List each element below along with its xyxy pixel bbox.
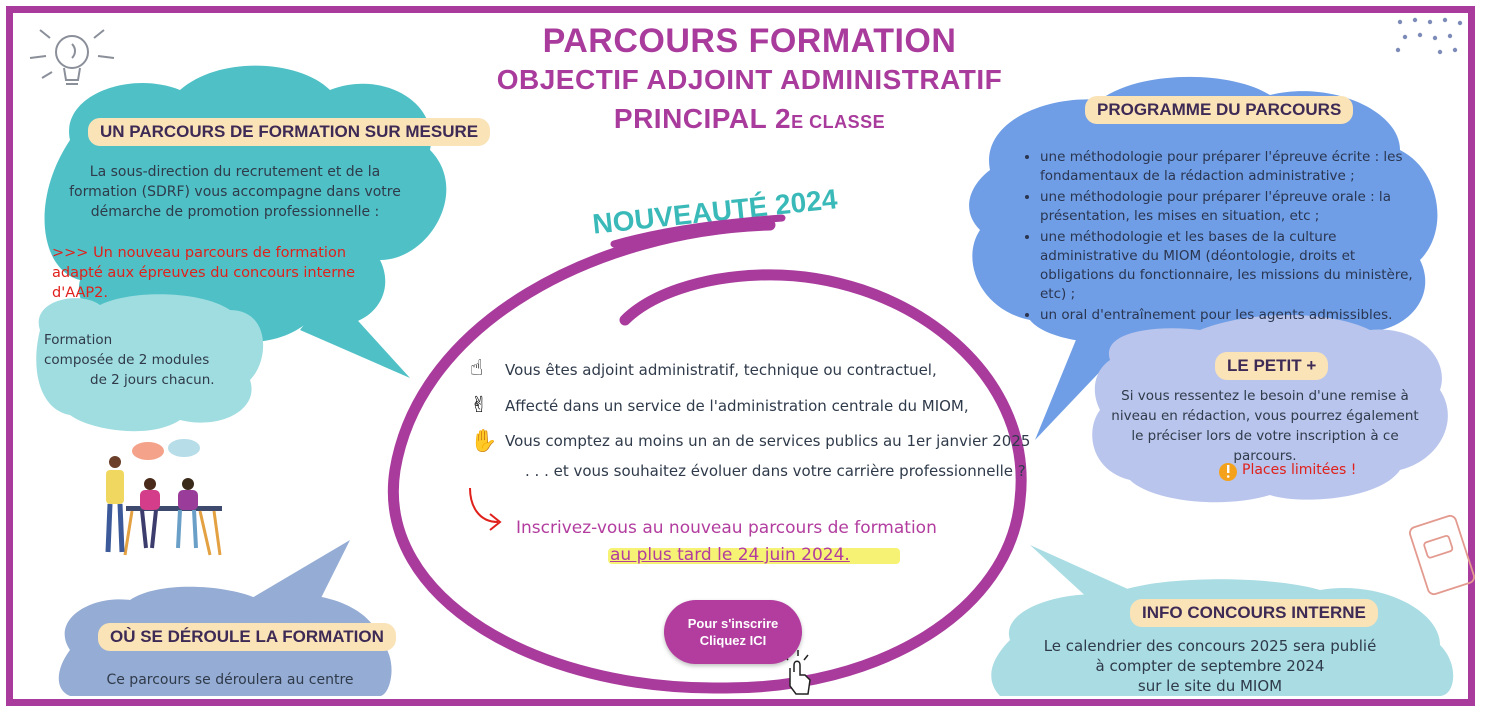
condition-2: Affecté dans un service de l'administration centrale du MIOM,	[505, 397, 969, 415]
petit-plus-description: Si vous ressentez le besoin d'une remise à niveau en rédaction, vous pourrez également le préciser lors de votre inscription à ce parcours.	[1111, 388, 1419, 464]
lieu-description: Ce parcours se déroulera au centre	[106, 672, 354, 688]
condition-1: Vous êtes adjoint administratif, technique ou contractuel,	[505, 361, 937, 379]
parcours-description: La sous-direction du recrutement et de la formation (SDRF) vous accompagne dans votre démarche de promotion professionnelle :	[69, 164, 401, 220]
formation-line-3: de 2 jours chacun.	[90, 372, 215, 388]
cta-line-1: Inscrivez-vous au nouveau parcours de formation	[516, 518, 937, 538]
label-info-concours: INFO CONCOURS INTERNE	[1130, 599, 1378, 627]
notebook-icon	[1408, 514, 1475, 595]
highlight-prefix: >>>	[52, 245, 89, 261]
label-petit-plus: LE PETIT +	[1215, 352, 1328, 380]
label-parcours-sur-mesure: UN PARCOURS DE FORMATION SUR MESURE	[88, 118, 490, 146]
programme-item: • une méthodologie pour préparer l'épreuve orale : la présentation, les mises en situation, etc ;	[1040, 188, 1422, 226]
title-line-3-main: PRINCIPAL 2	[613, 103, 792, 134]
register-button-line-2: Cliquez ICI	[699, 633, 767, 648]
title-line-3-small: E CLASSE	[791, 112, 886, 132]
hand-one-icon: ☝	[470, 356, 484, 381]
hand-two-icon: ✌	[470, 393, 489, 418]
nouveaute-underline	[610, 210, 790, 250]
info-line-1: Le calendrier des concours 2025 sera publié	[1043, 637, 1377, 655]
hand-three-icon: ✋	[470, 429, 498, 454]
title-line-1: PARCOURS FORMATION	[542, 22, 957, 60]
condition-4: . . . et vous souhaitez évoluer dans votre carrière professionnelle ?	[525, 462, 1026, 480]
register-button-line-1: Pour s'inscrire	[687, 616, 779, 631]
formation-line-2: composée de 2 modules	[44, 352, 210, 368]
register-button[interactable]	[664, 600, 802, 664]
red-arrow-icon	[470, 488, 500, 530]
nouveaute-banner: NOUVEAUTÉ 2024	[591, 183, 839, 240]
programme-list	[1022, 148, 1422, 327]
condition-3: Vous comptez au moins un an de services publics au 1er janvier 2025	[505, 432, 1031, 450]
programme-item: • une méthodologie pour préparer l'épreuve écrite : les fondamentaux de la rédaction administrative ;	[1040, 148, 1422, 186]
info-line-3: sur le site du MIOM	[1137, 677, 1283, 695]
programme-item: • un oral d'entraînement pour les agents admissibles.	[1040, 306, 1422, 325]
places-limitees: Places limitées !	[1242, 462, 1357, 478]
info-line-2: à compter de septembre 2024	[1095, 657, 1325, 675]
title-line-2: OBJECTIF ADJOINT ADMINISTRATIF	[496, 64, 1003, 95]
label-ou-se-deroule: OÙ SE DÉROULE LA FORMATION	[98, 623, 396, 651]
parcours-highlight	[52, 243, 392, 303]
cta-line-2: au plus tard le 24 juin 2024.	[610, 545, 850, 565]
label-programme: PROGRAMME DU PARCOURS	[1085, 96, 1353, 124]
programme-item: • une méthodologie et les bases de la culture administrative du MIOM (déontologie, droits et obligations du fonctionnaire, les missions du ministère, etc) ;	[1040, 228, 1422, 304]
formation-line-1: Formation	[44, 332, 113, 348]
highlight-text: Un nouveau parcours de formation adapté aux épreuves du concours interne d'AAP2.	[52, 245, 356, 301]
aqua-cloud-tail	[1030, 545, 1130, 600]
people-illustration	[106, 439, 222, 555]
